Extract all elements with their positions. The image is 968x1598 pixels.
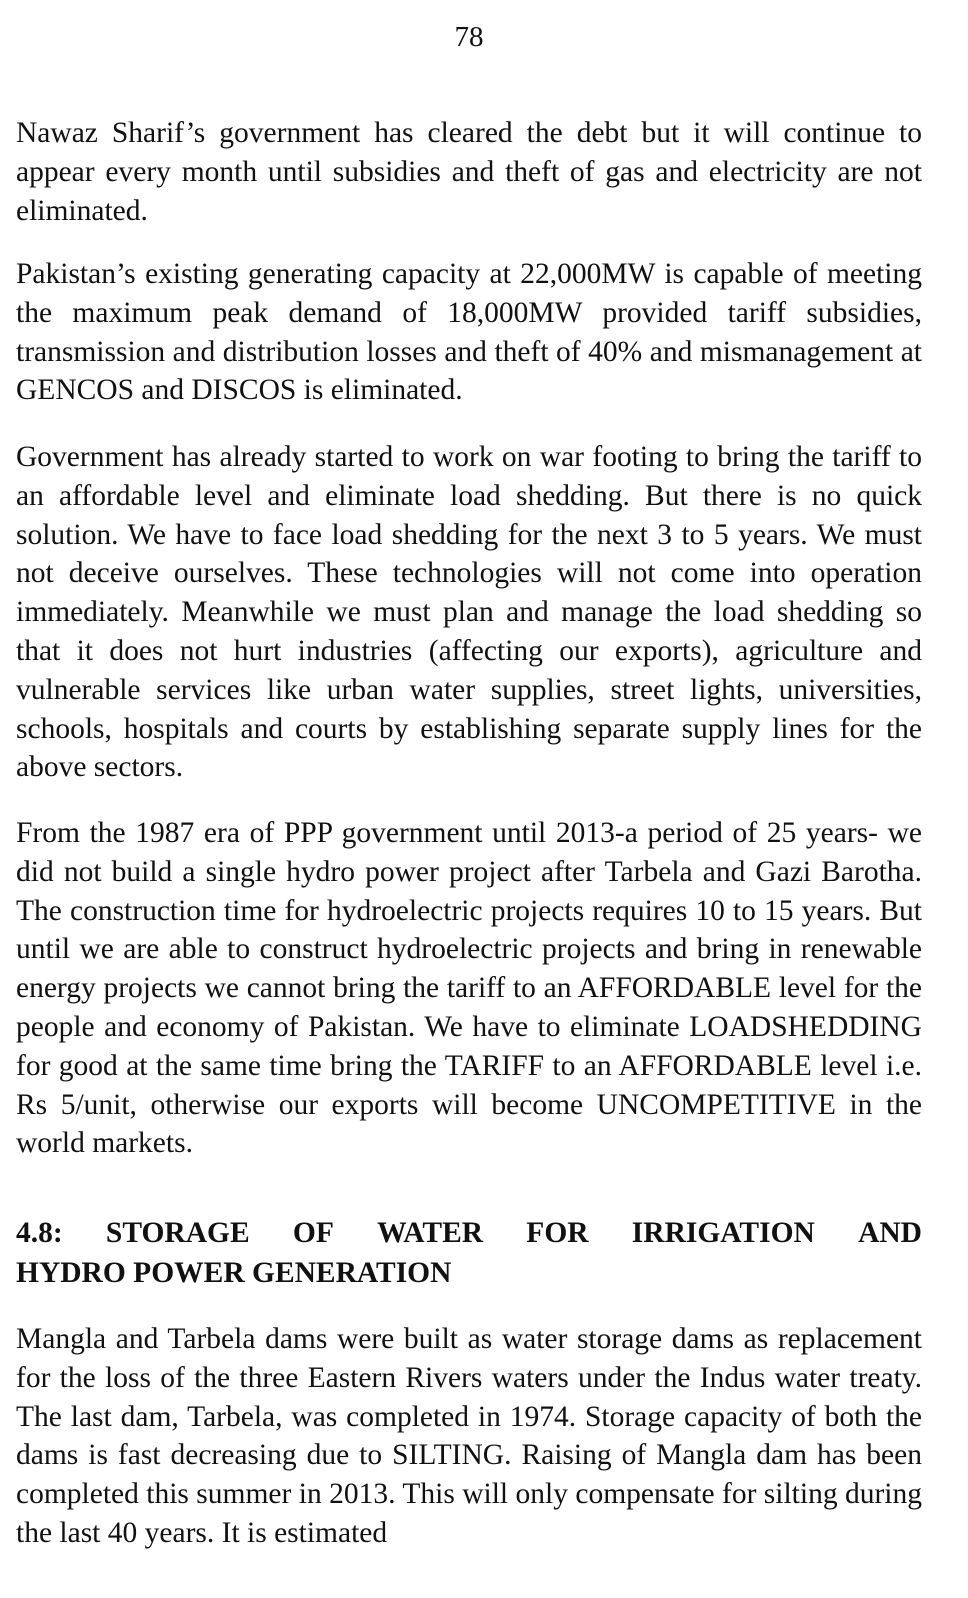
section-title-word: OF — [292, 1217, 334, 1249]
section-heading-line-1 — [16, 1213, 922, 1253]
paragraph-water-storage: Mangla and Tarbela dams were built as water storage dams as replacement for the loss of the three Eastern Rivers waters under the Indus water treaty. The last dam, Tarbela, was completed in 1974. Storage capacity of both the dams is fast decreasing due to SILTING. Raising of Mangla dam has been completed this summer in 2013. This will only compensate for silting during the last 40 years. It is estimated — [16, 1323, 922, 1549]
section-title-word: FOR — [526, 1217, 589, 1249]
book-page — [16, 0, 922, 1598]
section-heading-line-2: HYDRO POWER GENERATION — [16, 1257, 452, 1289]
paragraph-generating-capacity: Pakistan’s existing generating capacity at 22,000MW is capable of meeting the maximum peak demand of 18,000MW provided tariff subsidies, transmission and distribution losses and theft of 40% and mismanagement at GENCOS and DISCOS is eliminated. — [16, 258, 922, 407]
section-title-word: WATER — [377, 1217, 484, 1249]
section-title-word: AND — [858, 1217, 922, 1249]
page-number: 78 — [454, 21, 484, 53]
section-title-word: IRRIGATION — [631, 1217, 815, 1249]
section-title-word: STORAGE — [105, 1217, 250, 1249]
paragraph-hydro-projects: From the 1987 era of PPP government until 2013-a period of 25 years- we did not build a single hydro power project after Tarbela and Gazi Barotha. The construction time for hydroelectric projects requires 10 to 15 years. But until we are able to construct hydroelectric projects and bring in renewable energy projects we cannot bring the tariff to an AFFORDABLE level for the people and economy of Pakistan. We have to eliminate LOADSHEDDING for good at the same time bring the TARIFF to an AFFORDABLE level i.e. Rs 5/unit, otherwise our exports will become UNCOMPETITIVE in the world markets. — [16, 817, 922, 1160]
section-heading — [16, 1213, 922, 1293]
paragraph-load-shedding: Government has already started to work on war footing to bring the tariff to an affordable level and eliminate load shedding. But there is no quick solution. We have to face load shedding for the next 3 to 5 years. We must not deceive ourselves. These technologies will not come into operation immediately. Meanwhile we must plan and manage the load shedding so that it does not hurt industries (affecting our exports), agriculture and vulnerable services like urban water supplies, street lights, universities, schools, hospitals and courts by establishing separate supply lines for the above sectors. — [16, 441, 922, 784]
section-number: 4.8: — [16, 1217, 63, 1249]
paragraph-debt: Nawaz Sharif’s government has cleared the debt but it will continue to appear every month until subsidies and theft of gas and electricity are not eliminated. — [16, 117, 922, 227]
